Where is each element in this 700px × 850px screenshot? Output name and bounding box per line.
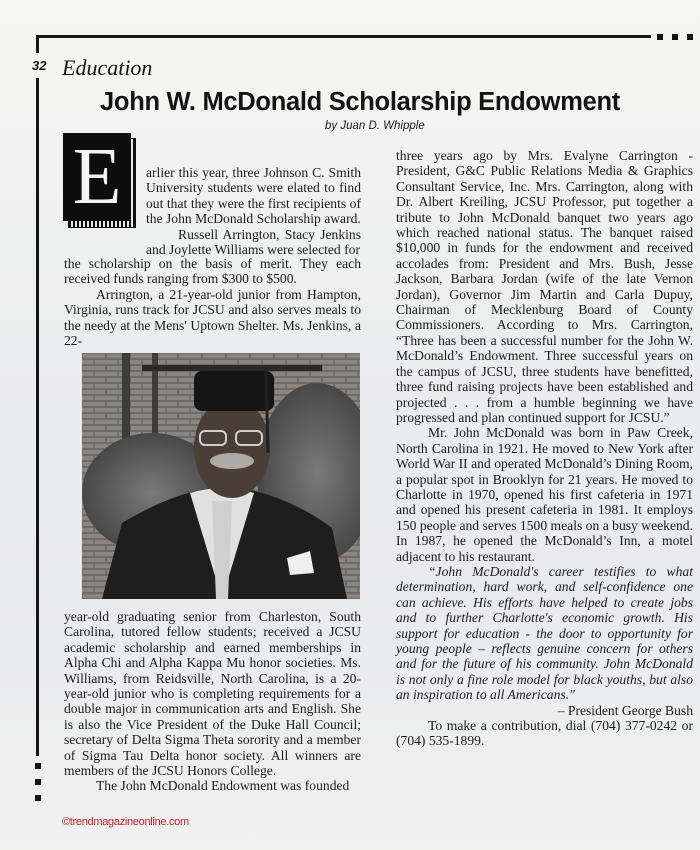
- paragraph-2-continued: the scholarship on the basis of merit. They each received funds ranging from $300 to $500.: [64, 256, 361, 287]
- rule-dot: [657, 34, 663, 40]
- left-column-intro: [146, 165, 361, 257]
- paragraph-2-start: Russell Arrington, Stacy Jenkins and Joylette Williams were selected for: [146, 226, 361, 258]
- side-dot: [35, 795, 41, 801]
- article-headline: John W. McDonald Scholarship Endowment: [100, 88, 620, 116]
- paragraph-4-start: The John McDonald Endowment was founded: [96, 778, 350, 794]
- contact-line: To make a contribution, dial (704) 377-0242 or (704) 535-1899.: [396, 718, 693, 749]
- intro-paragraph: arlier this year, three Johnson C. Smith University students were elated to find out that they were the first recipients of the John McDonald Scholarship award.: [146, 165, 361, 227]
- drop-cap: [63, 133, 135, 227]
- quote-attribution: – President George Bush: [557, 702, 693, 718]
- watermark: ©trendmagazineonline.com: [62, 816, 189, 828]
- paragraph-4-continued: three years ago by Mrs. Evalyne Carrington - President, G&C Public Relations Media & Graphics Consultant Service, Inc. Mrs. Carrington, along with Dr. Albert Kreiling, JCSU Professor, put together a tribute to John McDonald banquet two years ago which reached national status. The banquet raised $10,000 in funds for the endowment and received accolades from: President and Mrs. Bush, Jesse Jackson, Barbara Jordan (wife of the late Vernon Jordan), Governor Jim Martin and Carla Dupuy, Chairman of Mecklenburg Board of County Commissioners. According to Mrs. Carrington, “Three has been a successful number for the John W. McDonald’s Endowment. Three successful years on the campus of JCSU, three students have benefitted, three fund raising projects have been established and projected . . . from a humble beginning we have progressed and plan continued support for JCSU.”: [396, 148, 693, 425]
- side-dot: [35, 763, 41, 769]
- page-number: 32: [32, 58, 47, 73]
- top-rule: [36, 35, 651, 38]
- left-column-bottom: [64, 609, 361, 794]
- rule-dot: [687, 34, 693, 40]
- right-column: [396, 148, 693, 749]
- paragraph-5: Mr. John McDonald was born in Paw Creek, North Carolina in 1921. He moved to New York after World War II and operated McDonald’s Dining Room, a popular spot in Brooklyn for 21 years. He moved to Charlotte in 1970, opened his first cafeteria in 1971 and opened his present cafeteria in 1981. It employs 150 people and serves 1500 meals on a busy weekend. In 1987, he opened the McDonald’s Inn, a motel adjacent to his restaurant.: [396, 425, 693, 564]
- side-dots: [35, 763, 41, 801]
- side-dot: [35, 779, 41, 785]
- paragraph-3: Arrington, a 21-year-old junior from Hampton, Virginia, runs track for JCSU and also serves meals to the needy at the Mens' Uptown Shelter. Ms. Jenkins, a 22-: [64, 286, 361, 349]
- drop-cap-box: [63, 133, 131, 221]
- left-column-middle: [64, 256, 361, 348]
- paragraph-3-continued: year-old graduating senior from Charleston, South Carolina, tutored fellow students; received a JCSU academic scholarship and earned memberships in Alpha Chi and Alpha Kappa Mu honor societies. Ms. Williams, from Reidsville, North Carolina, is a 20-year-old junior who is completing requirements for a double major in communication arts and English. She is also the Vice President of the Duke Hall Council; secretary of Delta Sigma Theta sorority and a member of Sigma Tau Delta honor society. All winners are members of the JCSU Honors College.: [64, 609, 361, 779]
- portrait-photo-image: [82, 353, 360, 599]
- rule-dot: [672, 34, 678, 40]
- portrait-photo: [82, 353, 360, 599]
- rule-dots: [657, 34, 693, 40]
- bush-quote: “John McDonald's career testifies to what determination, hard work, and self-confidence one can achieve. His efforts have helped to create jobs and to further Charlotte's economic growth. His support for education - the door to opportunity for young people – reflects genuine concern for others and for the future of his community. John McDonald is not only a fine role model for black youths, but also an inspiration to all Americans.": [396, 563, 693, 703]
- section-label: Education: [62, 55, 153, 80]
- article-byline: by Juan D. Whipple: [325, 120, 425, 132]
- left-rule: [36, 78, 39, 756]
- drop-cap-letter: E: [72, 133, 122, 221]
- left-rule-top: [36, 35, 39, 53]
